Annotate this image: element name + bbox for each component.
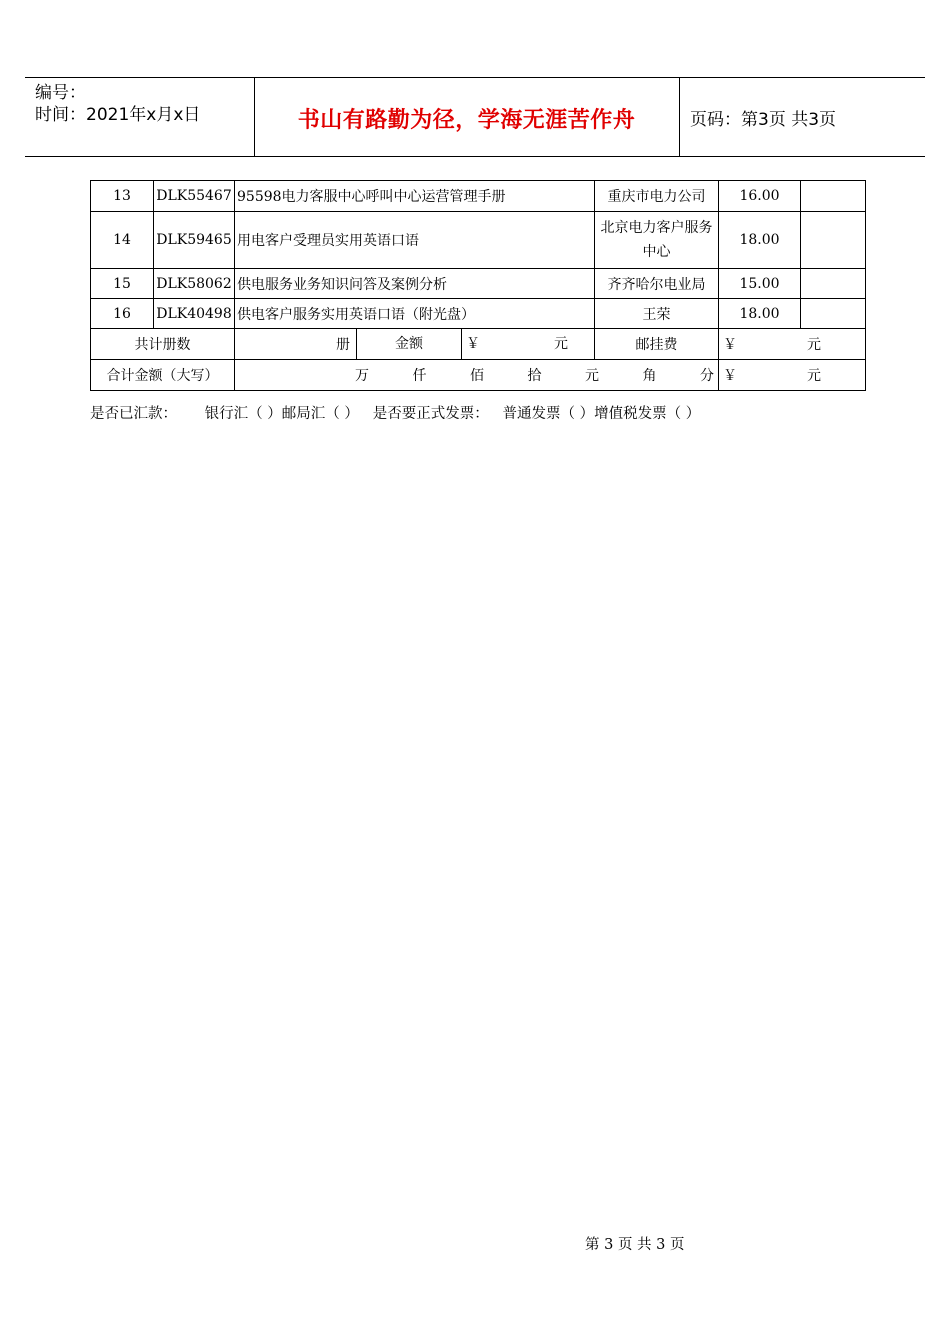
table-row: [91, 299, 866, 329]
publisher: 齐齐哈尔电业局: [595, 269, 719, 299]
postage-field[interactable]: [719, 329, 866, 360]
caps-unit: 元: [585, 368, 599, 384]
book-code: DLK59465: [154, 212, 235, 269]
number-label: 编号：: [35, 83, 86, 103]
total-books-label: 共计册数: [91, 329, 235, 360]
quantity-cell[interactable]: [801, 299, 866, 329]
quantity-cell[interactable]: [801, 269, 866, 299]
page-footer: 第 3 页 共 3 页: [585, 1237, 685, 1253]
row-number: 16: [91, 299, 154, 329]
publisher: 重庆市电力公司: [595, 181, 719, 212]
quantity-cell[interactable]: [801, 212, 866, 269]
caps-unit: 仟: [412, 368, 427, 384]
amount-currency: ￥: [466, 336, 480, 352]
price: 18.00: [719, 212, 801, 269]
price: 15.00: [719, 269, 801, 299]
time-label: 时间：2021年x月x日: [35, 105, 201, 125]
order-table: [90, 180, 866, 391]
book-code: DLK58062: [154, 269, 235, 299]
row-number: 13: [91, 181, 154, 212]
row-number: 15: [91, 269, 154, 299]
page-indicator: 页码：第3页 共3页: [690, 110, 837, 130]
total-caps-label: 合计金额（大写）: [91, 360, 235, 391]
header-divider: [679, 78, 680, 156]
page-header: [25, 77, 925, 157]
book-code: DLK40498: [154, 299, 235, 329]
total-amount-field[interactable]: [719, 360, 866, 391]
quantity-cell[interactable]: [801, 181, 866, 212]
row-number: 14: [91, 212, 154, 269]
postage-currency: ￥: [723, 337, 738, 353]
total-currency: ￥: [723, 368, 738, 384]
book-title: 95598电力客服中心呼叫中心运营管理手册: [235, 181, 595, 212]
total-books-field[interactable]: [235, 329, 357, 360]
publisher: 王荣: [595, 299, 719, 329]
postage-unit: 元: [807, 337, 822, 353]
amount-unit: 元: [554, 336, 569, 352]
book-code: DLK55467: [154, 181, 235, 212]
summary-row: [91, 329, 866, 360]
caps-unit: 分: [700, 368, 714, 384]
books-unit: 册: [336, 337, 350, 353]
total-unit: 元: [807, 368, 822, 384]
table-row: [91, 181, 866, 212]
header-meta: [35, 82, 200, 126]
table-row: [91, 269, 866, 299]
book-title: 用电客户受理员实用英语口语: [235, 212, 595, 269]
caps-unit: 角: [642, 368, 657, 384]
table-row: [91, 212, 866, 269]
caps-unit: 万: [355, 368, 369, 384]
amount-label: 金额: [357, 329, 462, 359]
postage-label: 邮挂费: [595, 329, 719, 360]
summary-row: [91, 360, 866, 391]
price: 16.00: [719, 181, 801, 212]
publisher: 北京电力客户服务中心: [595, 212, 719, 269]
total-caps-field[interactable]: [235, 360, 719, 391]
amount-field[interactable]: [357, 329, 595, 360]
payment-invoice-options: 是否已汇款： 银行汇（ ）邮局汇（ ） 是否要正式发票： 普通发票（ ）增值税发票（ ）: [90, 406, 701, 422]
caps-unit: 佰: [470, 368, 484, 384]
caps-unit: 拾: [527, 368, 542, 384]
book-title: 供电服务业务知识问答及案例分析: [235, 269, 595, 299]
price: 18.00: [719, 299, 801, 329]
book-title: 供电客户服务实用英语口语（附光盘）: [235, 299, 595, 329]
motto: 书山有路勤为径，学海无涯苦作舟: [297, 108, 636, 133]
